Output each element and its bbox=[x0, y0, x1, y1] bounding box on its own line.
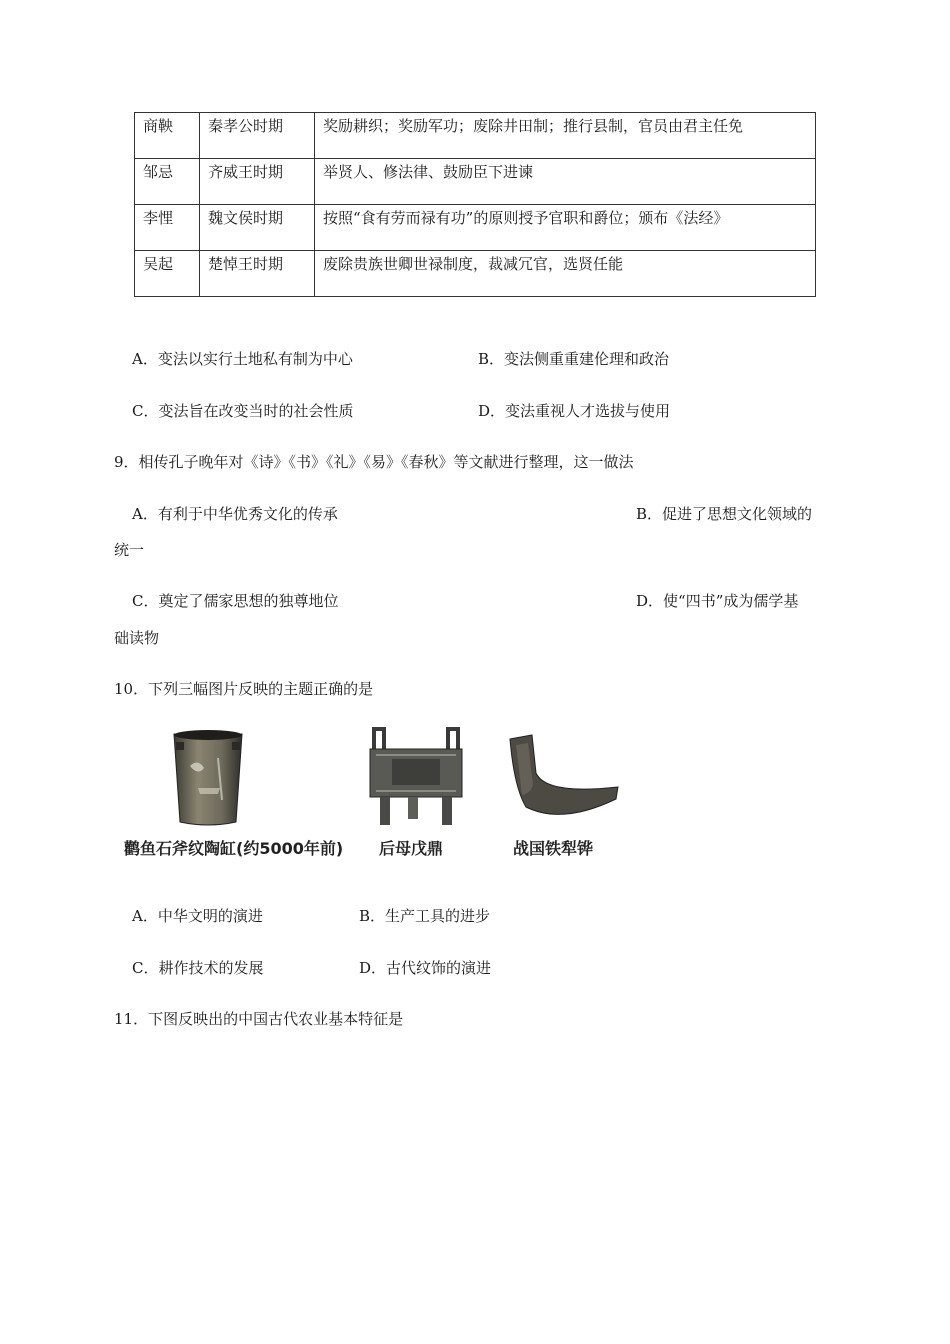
q8-option-b[interactable]: B．变法侧重重建伦理和政治 bbox=[478, 350, 670, 368]
q10-option-d[interactable]: D．古代纹饰的演进 bbox=[359, 959, 492, 977]
q9-option-b[interactable]: B．促进了思想文化领域的 bbox=[636, 505, 813, 523]
table-cell-period: 楚悼王时期 bbox=[200, 251, 315, 297]
table-row bbox=[135, 251, 816, 297]
caption-pottery-jar: 鹳鱼石斧纹陶缸(约5000年前) bbox=[124, 839, 344, 858]
table-cell-period: 齐威王时期 bbox=[200, 159, 315, 205]
q9-option-c[interactable]: C．奠定了儒家思想的独尊地位 bbox=[132, 592, 339, 610]
q9-stem: 9．相传孔子晚年对《诗》《书》《礼》《易》《春秋》等文献进行整理，这一做法 bbox=[114, 453, 634, 471]
q9-option-a[interactable]: A．有利于中华优秀文化的传承 bbox=[132, 505, 338, 523]
q9-option-d[interactable]: D．使“四书”成为儒学基 bbox=[636, 592, 799, 610]
pottery-jar-image bbox=[168, 728, 248, 828]
table-row bbox=[135, 113, 816, 159]
q9-option-d-continued: 础读物 bbox=[114, 629, 160, 647]
table-cell-person: 邹忌 bbox=[135, 159, 200, 205]
q8-option-a[interactable]: A．变法以实行土地私有制为中心 bbox=[132, 350, 353, 368]
caption-iron-plough: 战国铁犁铧 bbox=[513, 839, 594, 858]
table-cell-period: 魏文侯时期 bbox=[200, 205, 315, 251]
q10-option-c[interactable]: C．耕作技术的发展 bbox=[132, 959, 264, 977]
table-cell-content: 废除贵族世卿世禄制度，裁减冗官，选贤任能 bbox=[315, 251, 816, 297]
table-cell-content: 按照“食有劳而禄有功”的原则授予官职和爵位；颁布《法经》 bbox=[315, 205, 816, 251]
houmuwu-ding-image bbox=[368, 727, 464, 827]
caption-ding: 后母戊鼎 bbox=[379, 839, 444, 858]
q10-option-b[interactable]: B．生产工具的进步 bbox=[359, 907, 491, 925]
table-cell-person: 李悝 bbox=[135, 205, 200, 251]
q9-option-b-continued: 统一 bbox=[114, 541, 145, 559]
q10-stem: 10．下列三幅图片反映的主题正确的是 bbox=[114, 680, 374, 698]
table-cell-content: 举贤人、修法律、鼓励臣下进谏 bbox=[315, 159, 816, 205]
table-cell-content: 奖励耕织；奖励军功；废除井田制；推行县制，官员由君主任免 bbox=[315, 113, 816, 159]
table-cell-period: 秦孝公时期 bbox=[200, 113, 315, 159]
q8-option-d[interactable]: D．变法重视人才选拔与使用 bbox=[478, 402, 671, 420]
reform-table bbox=[134, 112, 816, 297]
table-row bbox=[135, 205, 816, 251]
table-cell-person: 吴起 bbox=[135, 251, 200, 297]
q11-stem: 11．下图反映出的中国古代农业基本特征是 bbox=[114, 1010, 404, 1028]
table-row bbox=[135, 159, 816, 205]
q8-option-c[interactable]: C．变法旨在改变当时的社会性质 bbox=[132, 402, 354, 420]
table-cell-person: 商鞅 bbox=[135, 113, 200, 159]
iron-plough-image bbox=[506, 733, 622, 825]
q10-option-a[interactable]: A．中华文明的演进 bbox=[132, 907, 263, 925]
